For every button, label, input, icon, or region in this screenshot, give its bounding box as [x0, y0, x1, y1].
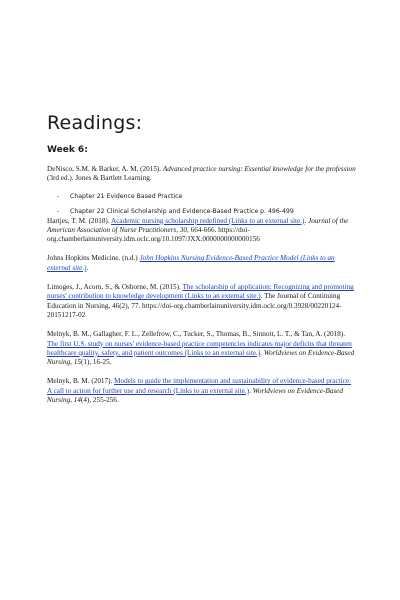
- reference-punctuation: .: [260, 348, 264, 357]
- reference-details: (4), 255-256.: [80, 396, 119, 405]
- reference-publisher: (3rd ed.). Jones & Bartlett Learning.: [47, 174, 152, 183]
- reference-link[interactable]: John Hopkins Nursing Evidence-Based Practice Model (Links to an external site.): [47, 254, 335, 272]
- reference-link[interactable]: Models to guide the implementation and sustainability of evidence-based practice: A call to action for further use and research (Links to an external site.): [47, 377, 352, 395]
- reference-link[interactable]: Academic nursing scholarship redefined (Links to an external site.): [111, 216, 305, 225]
- reference-details: 664-666. https://doi-org.chamberlainuniversity.idm.oclc.org/10.1097/JXX.0000000000000156: [47, 225, 260, 244]
- reference-authors: Melnyk, B. M. (2017).: [47, 377, 115, 386]
- chapter-list: [47, 192, 357, 216]
- reference-journal: Journal of the American Association of Nurse Practitioners, 30,: [47, 216, 349, 234]
- reference-journal: Worldviews on Evidence-Based Nursing, 14: [47, 386, 343, 405]
- reference-authors: Limoges, J., Acorn, S., & Osborne, M. (2015).: [47, 283, 183, 292]
- reference-details: (1), 16-25.: [80, 358, 112, 367]
- list-item: [57, 192, 357, 201]
- reference-hartjes: [47, 217, 357, 245]
- chapter-label: Chapter 22 Clinical Scholarship and Evidence-Based Practice p. 496-499: [70, 207, 294, 215]
- reference-punctuation: .: [248, 386, 253, 395]
- reference-authors: Hartjes, T. M. (2018).: [47, 216, 112, 225]
- reference-authors: DeNisco, S.M. & Barker, A. M. (2015).: [47, 165, 163, 173]
- reference-link[interactable]: The scholarship of application: Recognizing and promoting nurses' contribution to knowledge development (Links to an external site.): [47, 283, 354, 301]
- reference-melnyk-2018: [47, 330, 357, 367]
- reference-punctuation: .: [304, 216, 309, 225]
- reference-link[interactable]: The first U.S. study on nurses' evidence-based practice competencies indicates major deficits that threaten healthcare quality, safety, and patient outcomes (Links to an external site.): [47, 339, 352, 357]
- reference-melnyk-2017: [47, 377, 357, 405]
- reference-authors: Johns Hopkins Medicine. (n.d.): [47, 254, 140, 263]
- reference-book-title: Advanced practice nursing: Essential knowledge for the profession: [162, 165, 356, 173]
- reference-johns-hopkins: [47, 254, 357, 273]
- reference-authors: Melnyk, B. M., Gallagher, F. L., Zellefrow, C., Tucker, S., Thomas, B., Sinnott, L. T., & Tan, A. (2018).: [47, 330, 346, 339]
- bullet-mark: -: [57, 207, 60, 215]
- chapter-label: Chapter 21 Evidence Based Practice: [70, 192, 183, 200]
- bullet-mark: -: [57, 192, 60, 200]
- list-item: [57, 207, 357, 216]
- page-title: Readings:: [47, 112, 143, 134]
- readings-list: [47, 165, 357, 405]
- reference-limoges: [47, 283, 357, 320]
- reference-details: . The Journal of Continuing Education in Nursing, 46(2), 77. https://doi-org.chamberlainuniversity.idm.oclc.org/0.3928/00220124-20151217-02: [47, 292, 342, 319]
- reference-denisco: [47, 165, 357, 184]
- reference-punctuation: .: [86, 263, 89, 272]
- week-heading: Week 6:: [47, 145, 88, 155]
- reference-journal: Worldviews on Evidence-Based Nursing, 15: [47, 348, 355, 367]
